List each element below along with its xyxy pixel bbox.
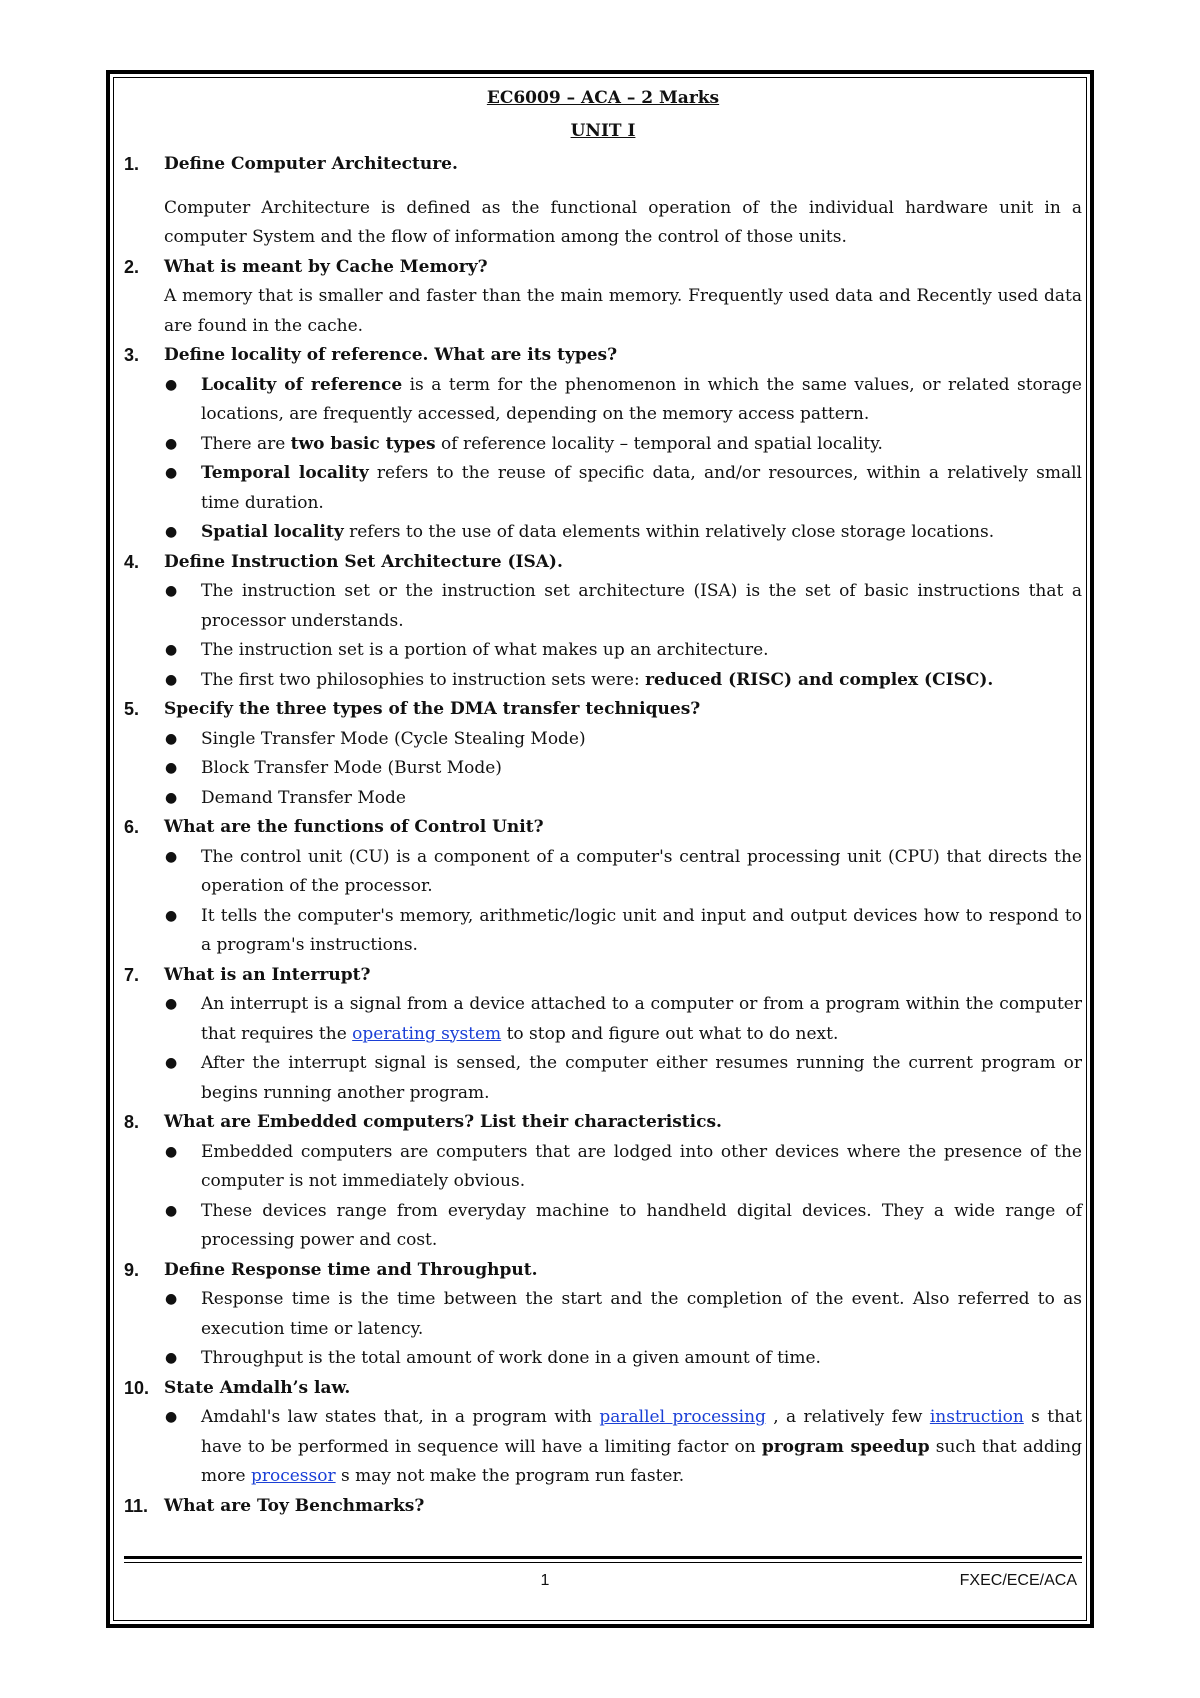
bullet-icon: ● (165, 789, 178, 806)
bullet-icon: ● (165, 1409, 178, 1425)
bullet-list (164, 577, 1082, 695)
bullet-list (164, 843, 1082, 961)
bullet-list (164, 371, 1082, 548)
bullet-list (164, 1138, 1082, 1256)
list-item: ● Demand Transfer Mode (201, 784, 1082, 814)
list-item: ● These devices range from everyday machine to handheld digital devices. They a wide range of processing power and cost. (201, 1197, 1082, 1256)
footer-divider (124, 1556, 1082, 1559)
question-title: Define Response time and Throughput. (164, 1259, 538, 1280)
list-item: ● The instruction set or the instruction set architecture (ISA) is the set of basic instructions that a processor understands. (201, 577, 1082, 636)
question-title: What are the functions of Control Unit? (164, 817, 544, 837)
bullet-icon: ● (165, 996, 178, 1012)
bullet-icon: ● (165, 1350, 178, 1366)
bullet-list (164, 725, 1082, 814)
question-title: What is meant by Cache Memory? (164, 256, 488, 277)
link-parallel-processing[interactable]: parallel processing (599, 1407, 766, 1427)
question-title: Define Computer Architecture. (164, 154, 458, 174)
bullet-icon: ● (165, 524, 178, 540)
list-item: ● Single Transfer Mode (Cycle Stealing Mode) (201, 725, 1082, 755)
list-item: ● Throughput is the total amount of work done in a given amount of time. (201, 1344, 1082, 1374)
list-item: ● Embedded computers are computers that are lodged into other devices where the presence of the computer is not immediately obvious. (201, 1138, 1082, 1197)
question-6 (124, 813, 1082, 961)
question-title: Define Instruction Set Architecture (ISA). (164, 551, 563, 572)
bullet-icon: ● (165, 760, 178, 776)
list-item: ● Block Transfer Mode (Burst Mode) (201, 754, 1082, 784)
list-item: ● The control unit (CU) is a component of a computer's central processing unit (CPU) that directs the operation of the processor. (201, 843, 1082, 902)
list-item: ● Spatial locality refers to the use of data elements within relatively close storage locations. (201, 518, 1082, 548)
bullet-icon: ● (165, 1202, 178, 1219)
question-number: 2. (124, 256, 140, 277)
question-number: 4. (124, 551, 140, 572)
bullet-icon: ● (165, 583, 178, 599)
question-title: What are Toy Benchmarks? (164, 1495, 425, 1516)
list-item: ● Amdahl's law states that, in a program with parallel processing , a relatively few instruction s that have to be performed in sequence will have a limiting factor on program speedup such that adding more processor s may not make the program run faster. (201, 1403, 1082, 1492)
page-number: 1 (540, 1572, 550, 1589)
question-title: What is an Interrupt? (164, 964, 371, 985)
question-9 (124, 1256, 1082, 1374)
bullet-icon: ● (165, 376, 178, 393)
question-7 (124, 961, 1082, 1109)
list-item: ● The first two philosophies to instruction sets were: reduced (RISC) and complex (CISC). (201, 666, 1082, 696)
question-title: Define locality of reference. What are its types? (164, 345, 618, 365)
question-3 (124, 341, 1082, 548)
list-item: ● Locality of reference is a term for the phenomenon in which the same values, or related storage locations, are frequently accessed, depending on the memory access pattern. (201, 371, 1082, 430)
question-title: Specify the three types of the DMA transfer techniques? (164, 699, 701, 719)
list-item: ● The instruction set is a portion of what makes up an architecture. (201, 636, 1082, 666)
question-8 (124, 1108, 1082, 1256)
question-1 (124, 150, 1082, 253)
question-11 (124, 1492, 1082, 1522)
bullet-list (164, 990, 1082, 1108)
question-number: 7. (124, 964, 140, 985)
question-number: 10. (124, 1377, 150, 1398)
answer-text: A memory that is smaller and faster than the main memory. Frequently used data and Recently used data are found in the cache. (164, 286, 1082, 336)
question-number: 8. (124, 1112, 140, 1132)
bullet-icon: ● (165, 465, 178, 481)
link-instruction[interactable]: instruction (929, 1407, 1024, 1427)
bullet-icon: ● (165, 848, 178, 865)
question-number: 11. (124, 1495, 149, 1516)
list-item: ● An interrupt is a signal from a device attached to a computer or from a program within the computer that requires the operating system to stop and figure out what to do next. (201, 990, 1082, 1049)
list-item: ● Response time is the time between the start and the completion of the event. Also referred to as execution time or latency. (201, 1285, 1082, 1344)
bullet-icon: ● (165, 435, 178, 452)
bullet-icon: ● (165, 642, 178, 658)
question-4 (124, 548, 1082, 696)
link-processor[interactable]: processor (250, 1466, 336, 1486)
bullet-list (164, 1403, 1082, 1492)
list-item: ● There are two basic types of reference locality – temporal and spatial locality. (201, 430, 1082, 460)
bullet-icon: ● (165, 1055, 178, 1071)
footer-divider-thin (124, 1562, 1082, 1563)
question-10 (124, 1374, 1082, 1492)
list-item: ● It tells the computer's memory, arithmetic/logic unit and input and output devices how to respond to a program's instructions. (201, 902, 1082, 961)
link-operating-system[interactable]: operating system (352, 1023, 502, 1044)
bullet-icon: ● (165, 1143, 178, 1160)
bullet-icon: ● (165, 1291, 178, 1307)
question-5 (124, 695, 1082, 813)
question-number: 5. (124, 699, 140, 719)
bullet-list (164, 1285, 1082, 1374)
bullet-icon: ● (165, 671, 178, 688)
list-item: ● After the interrupt signal is sensed, the computer either resumes running the current program or begins running another program. (201, 1049, 1082, 1108)
document-title: EC6009 – ACA – 2 Marks (486, 88, 720, 108)
footer-code: FXEC/ECE/ACA (959, 1572, 1077, 1589)
question-number: 3. (124, 345, 140, 365)
list-item: ● Temporal locality refers to the reuse of specific data, and/or resources, within a relatively small time duration. (201, 459, 1082, 518)
unit-heading: UNIT I (570, 120, 636, 141)
question-2 (124, 253, 1082, 342)
bullet-icon: ● (165, 907, 178, 924)
question-title: State Amdalh’s law. (164, 1377, 351, 1398)
question-title: What are Embedded computers? List their characteristics. (164, 1112, 722, 1132)
bullet-icon: ● (165, 730, 178, 747)
question-number: 9. (124, 1259, 140, 1280)
question-number: 1. (124, 154, 140, 174)
answer-text: Computer Architecture is defined as the functional operation of the individual hardware unit in a computer System and the flow of information among the control of those units. (164, 197, 1082, 247)
question-number: 6. (124, 817, 140, 837)
document-body (124, 84, 1082, 1521)
